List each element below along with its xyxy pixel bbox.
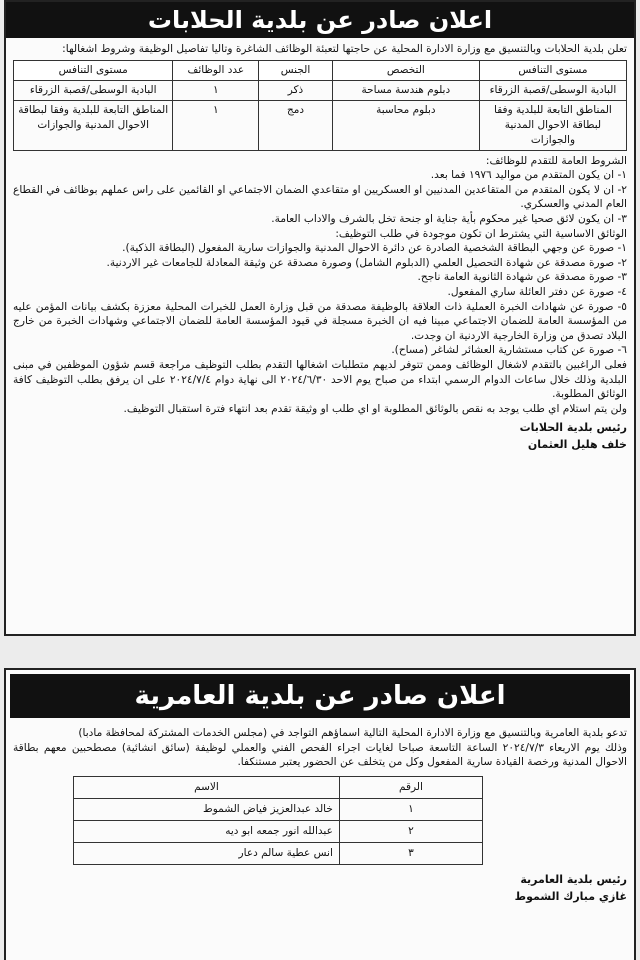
table-cell: انس عطية سالم دعار [74,842,340,864]
table-header: الاسم [74,776,340,798]
table-row [14,80,627,100]
table-header: مستوى التنافس [479,60,626,80]
table-cell: دبلوم محاسبة [332,100,479,150]
table-cell: ١ [339,798,482,820]
table-cell: ١ [173,100,259,150]
document-item: ١- صورة عن وجهي البطاقة الشخصية الصادرة عن دائرة الاحوال المدنية والجوازات سارية المفعول (البطاقة الذكية). [122,242,627,255]
documents-heading: الوثائق الاساسية التي يشترط ان تكون موجودة في طلب التوظيف: [335,227,627,240]
document-item: ٥- صورة عن شهادات الخبرة العملية ذات العلاقة بالوظيفة مصدقة من قبل وزارة العمل للخبرات المحلية معززة بكشف بيانات المؤمن عليه من المؤسسة العامة للضمان الاجتماعي مبينا فيه ان الخبرة مسجلة في قيود المؤسسة العامة للضمان الاجتماعي وشهادات الخبرة من خارج البلاد تصدق من وزارة الخارجية الاردنية ان وجدت. [13,300,627,342]
announcement-halabat [4,0,636,636]
closing-text: فعلى الراغبين بالتقدم لاشغال الوظائف وممن تتوفر لديهم متطلبات اشغالها التقدم بطلب التوظيف مراجعة قسم شؤون الموظفين في مبنى البلدية وذلك خلال ساعات الدوام الرسمي ابتداء من صباح يوم الاحد ٢٠٢٤/٦/٣٠ الى نهاية دوام ٢٠٢٤/٧/٤ على ان يرفق بطلب التوظيف كافة الوثائق المطلوبة. [13,358,628,401]
table-row [74,820,483,842]
announcement-amriya [4,668,636,960]
table-header: عدد الوظائف [173,60,259,80]
table-row [74,842,483,864]
table-row [74,798,483,820]
table-cell: خالد عبدالعزيز فياض الشموط [74,798,340,820]
table-header: التخصص [332,60,479,80]
announcement-title: اعلان صادر عن بلدية الحلابات [6,2,634,38]
conditions-heading: الشروط العامة للتقدم للوظائف: [485,154,627,167]
announcement-body [6,722,634,905]
table-header: الرقم [339,776,482,798]
table-cell: دبلوم هندسة مساحة [332,80,479,100]
condition-item: ٣- ان يكون لائق صحيا غير محكوم بأية جناية او جنحة تخل بالشرف والاداب العامة. [271,212,627,225]
signature-block [13,871,627,905]
document-item: ٦- صورة عن كتاب مستشارية العشائر لشاغر (مساح). [391,344,627,357]
table-cell: البادية الوسطى/قصبة الزرقاء [14,80,173,100]
table-cell: ٣ [339,842,482,864]
condition-item: ١- ان يكون المتقدم من مواليد ١٩٧٦ فما بعد. [430,169,627,182]
signer-name: غازي مبارك الشموط [514,889,627,903]
table-header-row [14,60,627,80]
condition-item: ٢- ان لا يكون المتقدم من المتقاعدين المدنيين او العسكريين او متقاعدي الضمان الاجتماعي او القائمين على راس عملهم بوظائف في القطاع العام المدني والعسكري. [13,183,627,211]
announcement-title: اعلان صادر عن بلدية العامرية [10,674,630,718]
names-table [73,776,483,865]
table-cell: دمج [259,100,333,150]
intro-details: وذلك يوم الاربعاء ٢٠٢٤/٧/٣ الساعة التاسعة صباحا لغايات اجراء الفحص الفني والعملي لوظيفة (سائق انشائية) مصطحبين معهم بطاقة الاحوال المدنية ورخصة القيادة سارية المفعول وكل من يتخلف عن الحضور يعتبر مستنكفا. [13,741,627,769]
note-text: ولن يتم استلام اي طلب يوجد به نقص بالوثائق المطلوبة او اي طلب او وثيقة تقدم بعد انتهاء فترة استقبال التوظيف. [123,402,627,415]
announcement-body [6,38,634,453]
table-cell: ٢ [339,820,482,842]
table-row [14,100,627,150]
jobs-table [13,60,627,151]
table-header: الجنس [259,60,333,80]
table-cell: المناطق التابعة للبلدية وفقا لبطاقة الاحوال المدنية والجوازات [14,100,173,150]
table-cell: عبدالله انور جمعه ابو ديه [74,820,340,842]
signer-title: رئيس بلدية العامرية [520,872,627,886]
signature-block [13,419,627,453]
signer-name: خلف هليل العثمان [527,438,627,452]
table-cell: المناطق التابعة للبلدية وفقا لبطاقة الاحوال المدنية والجوازات [479,100,626,150]
document-item: ٢- صورة مصدقة عن شهادة التحصيل العلمي (الدبلوم الشامل) وصورة مصدقة عن وثيقة المعادلة للجامعات غير الاردنية. [106,256,627,269]
table-cell: ذكر [259,80,333,100]
document-item: ٣- صورة مصدقة عن شهادة الثانوية العامة ناجح. [417,271,627,284]
table-header-row [74,776,483,798]
document-item: ٤- صورة عن دفتر العائلة ساري المفعول. [447,285,627,298]
signer-title: رئيس بلدية الحلابات [519,421,627,435]
table-cell: البادية الوسطى/قصبة الزرقاء [479,80,626,100]
table-header: مستوى التنافس [14,60,173,80]
intro-text: تدعو بلدية العامرية وبالتنسيق مع وزارة الادارة المحلية التالية اسماؤهم التواجد في (مجلس الخدمات المشتركة لمحافظة مادبا) [78,727,627,739]
intro-text: تعلن بلدية الحلابات وبالتنسيق مع وزارة الادارة المحلية عن حاجتها لتعبئة الوظائف الشاغرة وتاليا تفاصيل الوظيفة وشروط اشغالها: [62,43,627,55]
table-cell: ١ [173,80,259,100]
